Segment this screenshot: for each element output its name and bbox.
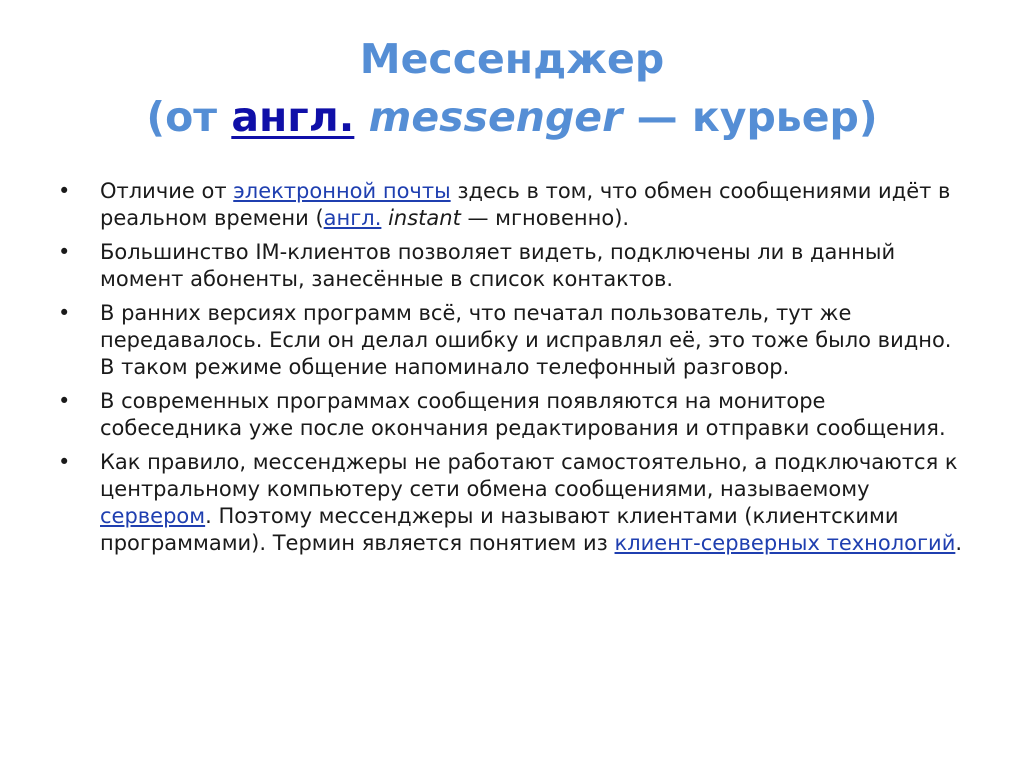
- bullet-icon: •: [58, 240, 71, 264]
- title-rest: — курьер): [622, 93, 878, 141]
- bullet-list: [58, 178, 968, 564]
- slide-title: [40, 30, 984, 146]
- term-instant: instant: [388, 206, 461, 230]
- bullet-icon: •: [58, 179, 71, 203]
- list-item: • Отличие от электронной почты здесь в том, что обмен сообщениями идёт в реальном времени (англ. instant — мгновенно).: [58, 179, 951, 230]
- link-email[interactable]: электронной почты: [233, 179, 451, 203]
- list-item: • В современных программах сообщения появляются на мониторе собеседника уже после окончания редактирования и отправки сообщения.: [58, 389, 946, 440]
- list-item: • В ранних версиях программ всё, что печатал пользователь, тут же передавалось. Если он делал ошибку и исправлял её, это тоже было видно. В таком режиме общение напоминало телефонный разговор.: [58, 301, 952, 379]
- link-client-server[interactable]: клиент-серверных технологий: [614, 531, 956, 555]
- list-item: • Как правило, мессенджеры не работают самостоятельно, а подключаются к центральному компьютеру сети обмена сообщениями, называемому сервером. Поэтому мессенджеры и называют клиентами (клиентскими программами). Термин является понятием из клиент-серверных технологий.: [58, 450, 963, 555]
- bullet-icon: •: [58, 389, 71, 413]
- title-open-paren: (от: [146, 93, 232, 141]
- title-link-angl[interactable]: англ.: [231, 93, 355, 141]
- title-main: Мессенджер: [359, 35, 665, 83]
- list-item: • Большинство IM-клиентов позволяет видеть, подключены ли в данный момент абоненты, занесённые в список контактов.: [58, 240, 896, 291]
- link-angl[interactable]: англ.: [323, 206, 382, 230]
- link-server[interactable]: сервером: [100, 504, 206, 528]
- bullet-icon: •: [58, 450, 71, 474]
- title-term: messenger: [368, 93, 623, 141]
- bullet-icon: •: [58, 301, 71, 325]
